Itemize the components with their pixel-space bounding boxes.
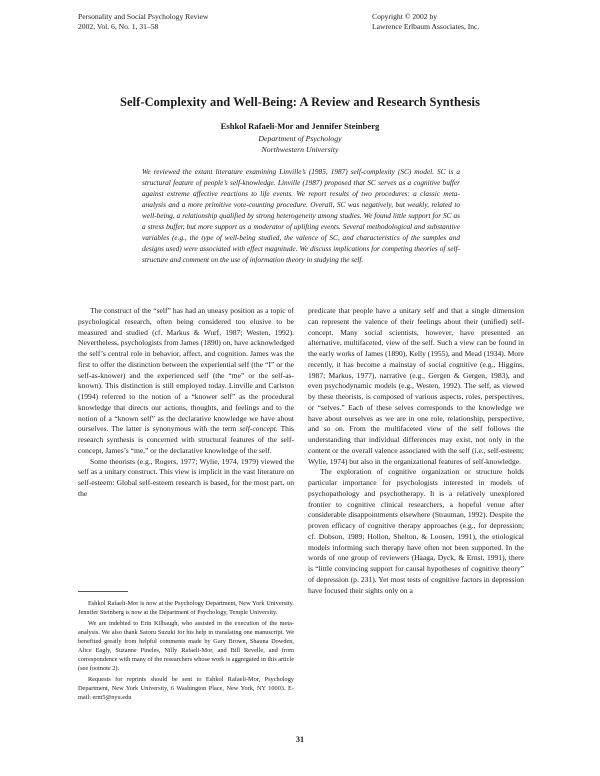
article-title: Self-Complexity and Well-Being: A Review and Research Synthesis: [119, 95, 481, 109]
body-column-right: [308, 306, 524, 596]
page-number: 31: [295, 735, 305, 744]
body-paragraph: Some theorists (e.g., Rogers, 1977; Wylie, 1974, 1979) viewed the self as a unitary construct. This view is implicit in the vast literature on self-esteem: Global self-esteem research is based, for the most part, on the: [78, 456, 294, 498]
body-paragraph: [78, 306, 294, 457]
publisher-name: Lawrence Erlbaum Associates, Inc.: [372, 22, 480, 31]
footnote-divider: [78, 591, 128, 592]
footnote: Requests for reprints should be sent to Eshkol Rafaeli-Mor, Psychology Department, New York University, 6 Washington Place, New York, NY 10003. E-mail: erm5@nyu.edu: [78, 676, 294, 701]
paragraph-text: The construct of the “self” has had an uneasy position as a topic of psychological research, often being considered too elusive to be measured and studied (cf. Markus & Wurf, 1987; Westen, 1992). Nevertheless, psychologists from James (1890) on, have acknowledged the self’s central role in behavior, affect, and cognition. James was the first to offer the distinction between the experiential self (the “I” or the self-as-knower) and the experienced self (the “me” or the self-as-known). This distinction is still employed today. Linville and Carlston (1994) referred to the notion of a “knower self” as the procedural knowledge that directs our actions, thoughts, and feelings and to the notion of a “known self” as the declarative knowledge we have about ourselves. The latter is synonymous with the term: [78, 306, 294, 434]
author-affiliation: [0, 133, 600, 155]
footnotes: [78, 599, 294, 704]
emphasized-term: self-concept: [239, 424, 276, 434]
journal-volume: 2002, Vol. 6, No. 1, 31–58: [78, 22, 159, 31]
footnote: Eshkol Rafaeli-Mor is now at the Psychology Department, New York University. Jennifer Steinberg is now at the Department of Psychology, Temple University.: [78, 600, 294, 616]
footnote: We are indebted to Erin Kilbaugh, who assisted in the execution of the meta-analysis. We also thank Satoru Suzuki for his help in translating one manuscript. We benefited greatly from helpful comments made by Gary Brown, Shauna Dowden, Alice Eagly, Suzanne Pineles, Nilly Rafaeli-Mor, and Bill Revelle, and from correspondence with many of the researchers whose work is aggregated in this article (see footnote 2).: [78, 620, 294, 672]
abstract: We reviewed the extant literature examining Linville’s (1985, 1987) self-complexity (SC) model. SC is a structural feature of people’s self-knowledge. Linville (1987) proposed that SC serves as a cognitive buffer against extreme affective reactions to life events. We report results of two procedures: a classic meta-analysis and a more primitive vote-counting procedure. Overall, SC was negatively, but weakly, related to well-being, a relationship qualified by strong heterogeneity among studies. We found little support for SC as a stress buffer, but more support as a moderator of uplifting events. Several methodological and substantive variables (e.g., the type of well-being studied, the valence of SC, and characteristics of the samples and designs used) were associated with effect magnitude. We discuss implications for competing theories of self-structure and comment on the use of information theory in studying the self.: [142, 167, 460, 264]
article-authors: Eshkol Rafaeli-Mor and Jennifer Steinberg: [220, 121, 380, 131]
affiliation-university: Northwestern University: [261, 145, 339, 154]
paragraph-text: . This research synthesis is concerned with structural features of the self-concept, James’s “me,” or the declarative knowledge of the self.: [78, 424, 294, 455]
affiliation-department: Department of Psychology: [258, 134, 342, 143]
running-header-right: [372, 12, 479, 32]
body-paragraph: The exploration of cognitive organization or structure holds particular importance for psychologists interested in models of psychopathology and psychotherapy. It is a relatively unexplored frontier to cognitive clinical researchers, a hopeful venue after considerable disappointments elsewhere (Strauman, 1992). Despite the proven efficacy of cognitive therapy approaches (e.g., for depression; cf. Dobson, 1989; Hollon, Shelton, & Loosen, 1991), the etiological models informing such therapy have often not been supported. In the words of one group of reviewers (Haaga, Dyck, & Ernst, 1991), there is “little convincing support for causal hypotheses of cognitive theory” of depression (p. 231). Yet most tests of cognitive factors in depression have focused their sights only on a: [308, 467, 524, 595]
running-header-left: [78, 12, 208, 32]
body-paragraph: predicate that people have a unitary self and that a single dimension can represent the valence of their feelings about their (unified) self-concept. Many social scientists, however, have presented an alternative, multifaceted, view of the self. Such a view can be found in the early works of James (1890), Kelly (1955), and Mead (1934). More recently, it has become a mainstay of social cognitive (e.g., Higgins, 1987; Markus, 1977), narrative (e.g., Gergen & Gergen, 1983), and even psychodynamic models (e.g., Westen, 1992). The self, as viewed by these theorists, is composed of various aspects, roles, perspectives, or “selves.” Each of these selves corresponds to the knowledge we have about ourselves as we are in one role, relationship, perspective, and so on. From the multifaceted view of the self follows the understanding that individual differences may exist, not only in the content or the overall valence associated with the self (i.e., self-esteem; Wylie, 1974) but also in the organizational features of self-knowledge.: [308, 306, 524, 466]
copyright-line: Copyright © 2002 by: [372, 12, 438, 21]
journal-name: Personality and Social Psychology Review: [78, 12, 209, 21]
body-column-left: [78, 306, 294, 500]
